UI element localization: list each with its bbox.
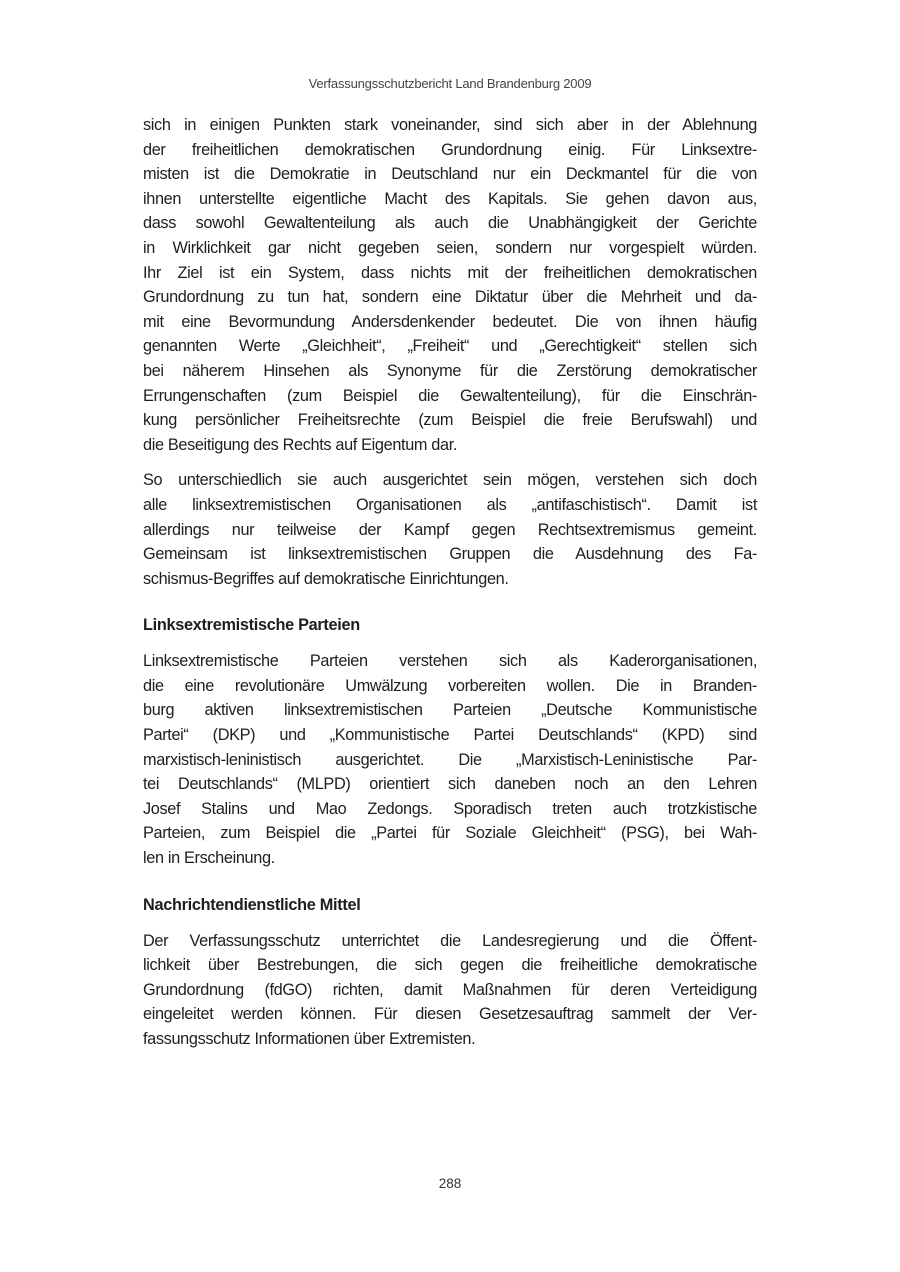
text-line: bei näherem Hinsehen als Synonyme für die Zerstörung demokratischer	[143, 361, 757, 380]
page-number: 288	[438, 1176, 462, 1191]
text-line: Ihr Ziel ist ein System, dass nichts mit der freiheitlichen demokratischen	[143, 263, 757, 282]
text-line: die eine revolutionäre Umwälzung vorbereiten wollen. Die in Branden-	[143, 676, 757, 695]
heading-spacer	[143, 637, 757, 649]
text-line: Grundordnung (fdGO) richten, damit Maßnahmen für deren Verteidigung	[143, 980, 757, 999]
text-line: marxistisch-leninistisch ausgerichtet. Die „Marxistisch-Leninistische Par-	[143, 750, 757, 769]
text-line: die Beseitigung des Rechts auf Eigentum dar.	[143, 435, 458, 454]
text-line: der freiheitlichen demokratischen Grundordnung einig. Für Linksextre-	[143, 140, 757, 159]
text-line: mit eine Bevormundung Andersdenkender bedeutet. Die von ihnen häufig	[143, 312, 757, 331]
paragraph-parties	[143, 649, 757, 870]
text-line: lichkeit über Bestrebungen, die sich gegen die freiheitliche demokratische	[143, 956, 757, 975]
text-line: Grundordnung zu tun hat, sondern eine Diktatur über die Mehrheit und da-	[143, 288, 757, 307]
text-line: So unterschiedlich sie auch ausgerichtet sein mögen, verstehen sich doch	[143, 471, 757, 490]
text-line: tei Deutschlands“ (MLPD) orientiert sich daneben noch an den Lehren	[143, 775, 757, 794]
text-line: len in Erscheinung.	[143, 849, 275, 868]
text-line: Errungenschaften (zum Beispiel die Gewaltenteilung), für die Einschrän-	[143, 386, 757, 405]
text-line: Parteien, zum Beispiel die „Partei für Soziale Gleichheit“ (PSG), bei Wah-	[143, 824, 757, 843]
text-line: misten ist die Demokratie in Deutschland nur ein Deckmantel für die von	[143, 165, 757, 184]
section-heading-parties: Linksextremistische Parteien	[143, 616, 360, 635]
paragraph-intelligence	[143, 929, 757, 1052]
text-line: eingeleitet werden können. Für diesen Gesetzesauftrag sammelt der Ver-	[143, 1005, 757, 1024]
text-line: sich in einigen Punkten stark voneinander, sind sich aber in der Ablehnung	[143, 116, 757, 134]
text-line: Linksextremistische Parteien verstehen sich als Kaderorganisationen,	[143, 652, 757, 671]
text-line: in Wirklichkeit gar nicht gegeben seien, sondern nur vorgespielt würden.	[143, 238, 757, 257]
text-line: dass sowohl Gewaltenteilung als auch die Unabhängigkeit der Gerichte	[143, 214, 757, 233]
paragraph-democracy-critique	[143, 113, 757, 457]
paragraph-spacer	[143, 457, 757, 468]
text-line: ihnen unterstellte eigentliche Macht des Kapitals. Sie gehen davon aus,	[143, 189, 757, 208]
text-line: Gemeinsam ist linksextremistischen Gruppen die Ausdehnung des Fa-	[143, 545, 757, 564]
text-line: genannten Werte „Gleichheit“, „Freiheit“ und „Gerechtigkeit“ stellen sich	[143, 337, 757, 356]
text-line: kung persönlicher Freiheitsrechte (zum Beispiel die freie Berufswahl) und	[143, 411, 757, 430]
section-spacer	[143, 871, 757, 893]
heading-spacer	[143, 917, 757, 929]
paragraph-antifascism	[143, 468, 757, 591]
text-line: Partei“ (DKP) und „Kommunistische Partei Deutschlands“ (KPD) sind	[143, 726, 757, 745]
text-line: Der Verfassungsschutz unterrichtet die Landesregierung und die Öffent-	[143, 931, 757, 950]
page-body	[143, 113, 757, 1052]
text-line: Josef Stalins und Mao Zedongs. Sporadisch treten auch trotzkistische	[143, 799, 757, 818]
section-heading-intelligence: Nachrichtendienstliche Mittel	[143, 895, 361, 914]
text-line: fassungsschutz Informationen über Extremisten.	[143, 1030, 476, 1048]
running-header: Verfassungsschutzbericht Land Brandenburg 2009	[308, 76, 592, 91]
text-line: schismus-Begriffes auf demokratische Einrichtungen.	[143, 569, 509, 588]
text-line: allerdings nur teilweise der Kampf gegen Rechtsextremismus gemeint.	[143, 520, 757, 539]
text-line: alle linksextremistischen Organisationen als „antifaschistisch“. Damit ist	[143, 495, 757, 514]
text-line: burg aktiven linksextremistischen Parteien „Deutsche Kommunistische	[143, 701, 757, 720]
section-spacer	[143, 591, 757, 613]
